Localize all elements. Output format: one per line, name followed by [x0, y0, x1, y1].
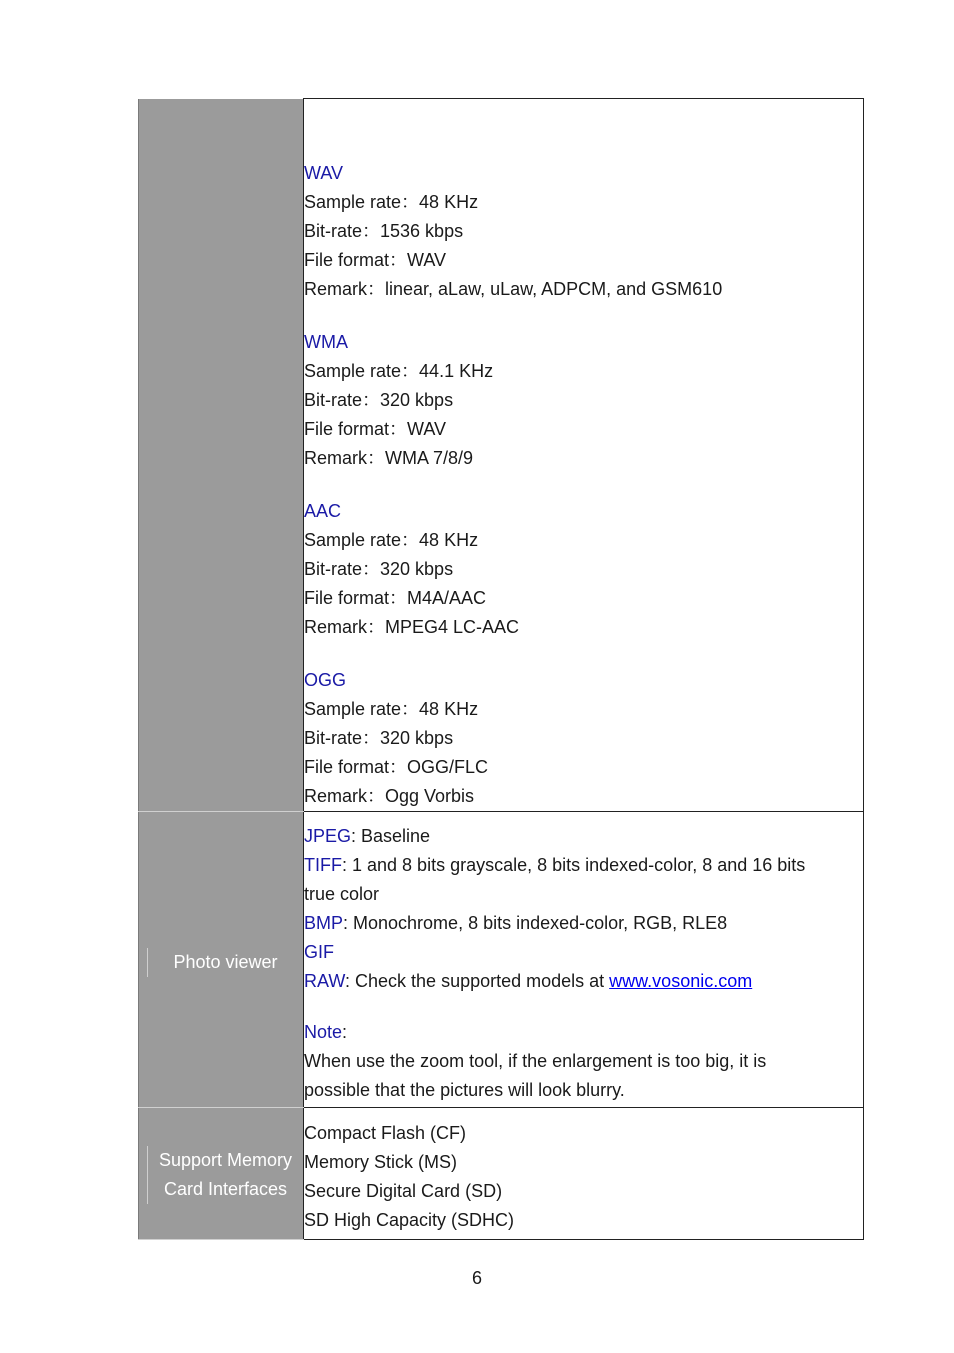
audio-label-cell — [139, 99, 304, 812]
format-file-format: File format：M4A/AAC — [304, 588, 487, 608]
jpeg-line: JPEG: Baseline — [304, 826, 431, 846]
memory-card-label-line1: Support Memory — [158, 1150, 293, 1170]
format-file-format: File format：OGG/FLC — [304, 757, 489, 777]
photo-viewer-label: Photo viewer — [147, 948, 303, 977]
format-sample-rate: Sample rate：44.1 KHz — [304, 361, 494, 381]
format-bit-rate: Bit-rate：320 kbps — [304, 559, 454, 579]
card-item-sdhc: SD High Capacity (SDHC) — [304, 1210, 515, 1230]
format-block-ogg — [304, 666, 863, 811]
page-number: 6 — [471, 1268, 482, 1288]
format-sample-rate: Sample rate：48 KHz — [304, 192, 479, 212]
card-item-ms: Memory Stick (MS) — [304, 1152, 457, 1172]
format-bit-rate: Bit-rate：320 kbps — [304, 728, 454, 748]
format-remark: Remark：linear, aLaw, uLaw, ADPCM, and GSM610 — [304, 279, 723, 299]
format-block-wma — [304, 328, 863, 473]
note-text-line2: possible that the pictures will look blurry. — [304, 1080, 625, 1100]
format-file-format: File format：WAV — [304, 419, 447, 439]
vosonic-link[interactable]: www.vosonic.com — [609, 971, 753, 991]
format-remark: Remark：WMA 7/8/9 — [304, 448, 474, 468]
format-remark: Remark：MPEG4 LC-AAC — [304, 617, 520, 637]
format-sample-rate: Sample rate：48 KHz — [304, 530, 479, 550]
raw-line: RAW: Check the supported models at www.vosonic.com — [304, 971, 753, 991]
card-item-sd: Secure Digital Card (SD) — [304, 1181, 503, 1201]
format-name: AAC — [304, 501, 342, 521]
format-sample-rate: Sample rate：48 KHz — [304, 699, 479, 719]
tiff-line: TIFF: 1 and 8 bits grayscale, 8 bits indexed-color, 8 and 16 bits — [304, 855, 806, 875]
tiff-line-continued: true color — [304, 884, 380, 904]
memory-card-label — [147, 1146, 303, 1204]
format-bit-rate: Bit-rate：1536 kbps — [304, 221, 464, 241]
memory-card-label-cell — [139, 1108, 304, 1240]
photo-viewer-label-cell — [139, 812, 304, 1108]
format-remark: Remark：Ogg Vorbis — [304, 786, 475, 806]
format-name: OGG — [304, 670, 347, 690]
note-heading: Note: — [304, 1022, 348, 1042]
audio-formats-cell — [304, 99, 864, 812]
format-block-aac — [304, 497, 863, 642]
photo-viewer-cell — [304, 812, 864, 1108]
format-block-wav — [304, 159, 863, 304]
format-name: WMA — [304, 332, 348, 352]
note-text-line1: When use the zoom tool, if the enlargement is too big, it is — [304, 1051, 767, 1071]
gif-line: GIF — [304, 942, 334, 962]
format-file-format: File format：WAV — [304, 250, 447, 270]
format-name: WAV — [304, 163, 343, 183]
spec-table — [138, 98, 864, 1240]
memory-card-cell — [304, 1108, 864, 1240]
bmp-line: BMP: Monochrome, 8 bits indexed-color, RGB, RLE8 — [304, 913, 728, 933]
card-item-cf: Compact Flash (CF) — [304, 1123, 467, 1143]
memory-card-label-line2: Card Interfaces — [163, 1179, 288, 1199]
format-bit-rate: Bit-rate：320 kbps — [304, 390, 454, 410]
